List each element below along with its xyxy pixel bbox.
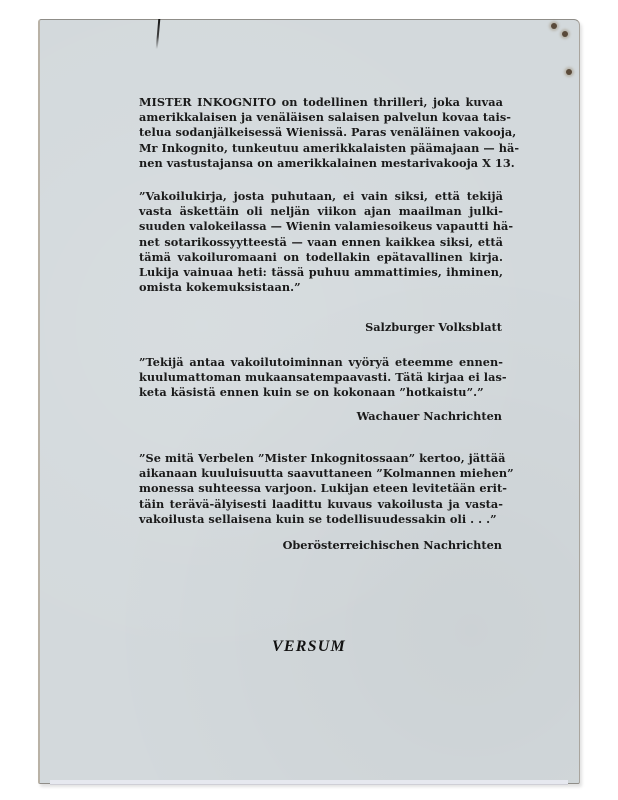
review-source-2: Wachauer Nachrichten xyxy=(356,409,502,423)
quote-line: ”Vakoilukirja, josta puhutaan, ei vain siksi, että tekijä xyxy=(139,189,503,203)
intro-line: amerikkalaisen ja venäläisen salaisen palvelun kovaa tais- xyxy=(139,110,511,125)
publisher-name: VERSUM xyxy=(272,638,346,655)
staple-hole-2 xyxy=(562,31,568,37)
underlying-page-edge xyxy=(50,780,568,785)
intro-paragraph xyxy=(139,95,520,171)
intro-line: MISTER INKOGNITO on todellinen thrilleri, joka kuvaa xyxy=(139,95,503,109)
quote-line: tämä vakoiluromaani on todellakin epätavallinen kirja. xyxy=(139,249,503,264)
quote-line: täin terävä-älyisesti laadittu kuvaus vakoilusta ja vasta- xyxy=(139,496,503,511)
review-quote-2 xyxy=(139,355,507,401)
quote-line: keta käsistä ennen kuin se on kokonaan ”hotkaistu”.” xyxy=(139,385,484,400)
quote-line: aikanaan kuuluisuutta saavuttaneen ”Kolmannen miehen” xyxy=(139,466,514,481)
quote-line: ”Se mitä Verbelen ”Mister Inkognitossaan” kertoo, jättää xyxy=(139,451,506,465)
quote-line: ”Tekijä antaa vakoilutoiminnan vyöryä eteemme ennen- xyxy=(139,355,503,369)
quote-line: suuden valokeilassa — Wienin valamiesoikeus vapautti hä- xyxy=(139,219,514,234)
intro-line: nen vastustajansa on amerikkalainen mestarivakooja X 13. xyxy=(139,155,515,170)
intro-line: Mr Inkognito, tunkeutuu amerikkalaisten päämajaan — hä- xyxy=(139,140,520,155)
review-source-3: Oberösterreichischen Nachrichten xyxy=(282,538,502,552)
quote-line: vakoilusta sellaisena kuin se todellisuudessakin oli . . .” xyxy=(139,511,497,526)
review-quote-3 xyxy=(139,451,514,527)
quote-line: vasta äskettäin oli neljän viikon ajan maailman julki- xyxy=(139,204,503,219)
review-quote-1 xyxy=(139,189,514,295)
staple-hole-1 xyxy=(551,23,557,29)
quote-line: monessa suhteessa varjoon. Lukijan eteen levitetään erit- xyxy=(139,481,507,496)
quote-line: omista kokemuksistaan.” xyxy=(139,280,301,295)
review-source-1: Salzburger Volksblatt xyxy=(365,320,502,334)
staple-hole-3 xyxy=(566,69,572,75)
intro-line: telua sodanjälkeisessä Wienissä. Paras venäläinen vakooja, xyxy=(139,125,517,140)
quote-line: Lukija vainuaa heti: tässä puhuu ammattimies, ihminen, xyxy=(139,265,503,280)
quote-line: net sotarikossyytteestä — vaan ennen kaikkea siksi, että xyxy=(139,234,503,249)
quote-line: kuulumattoman mukaansatempaavasti. Tätä kirjaa ei las- xyxy=(139,370,507,385)
